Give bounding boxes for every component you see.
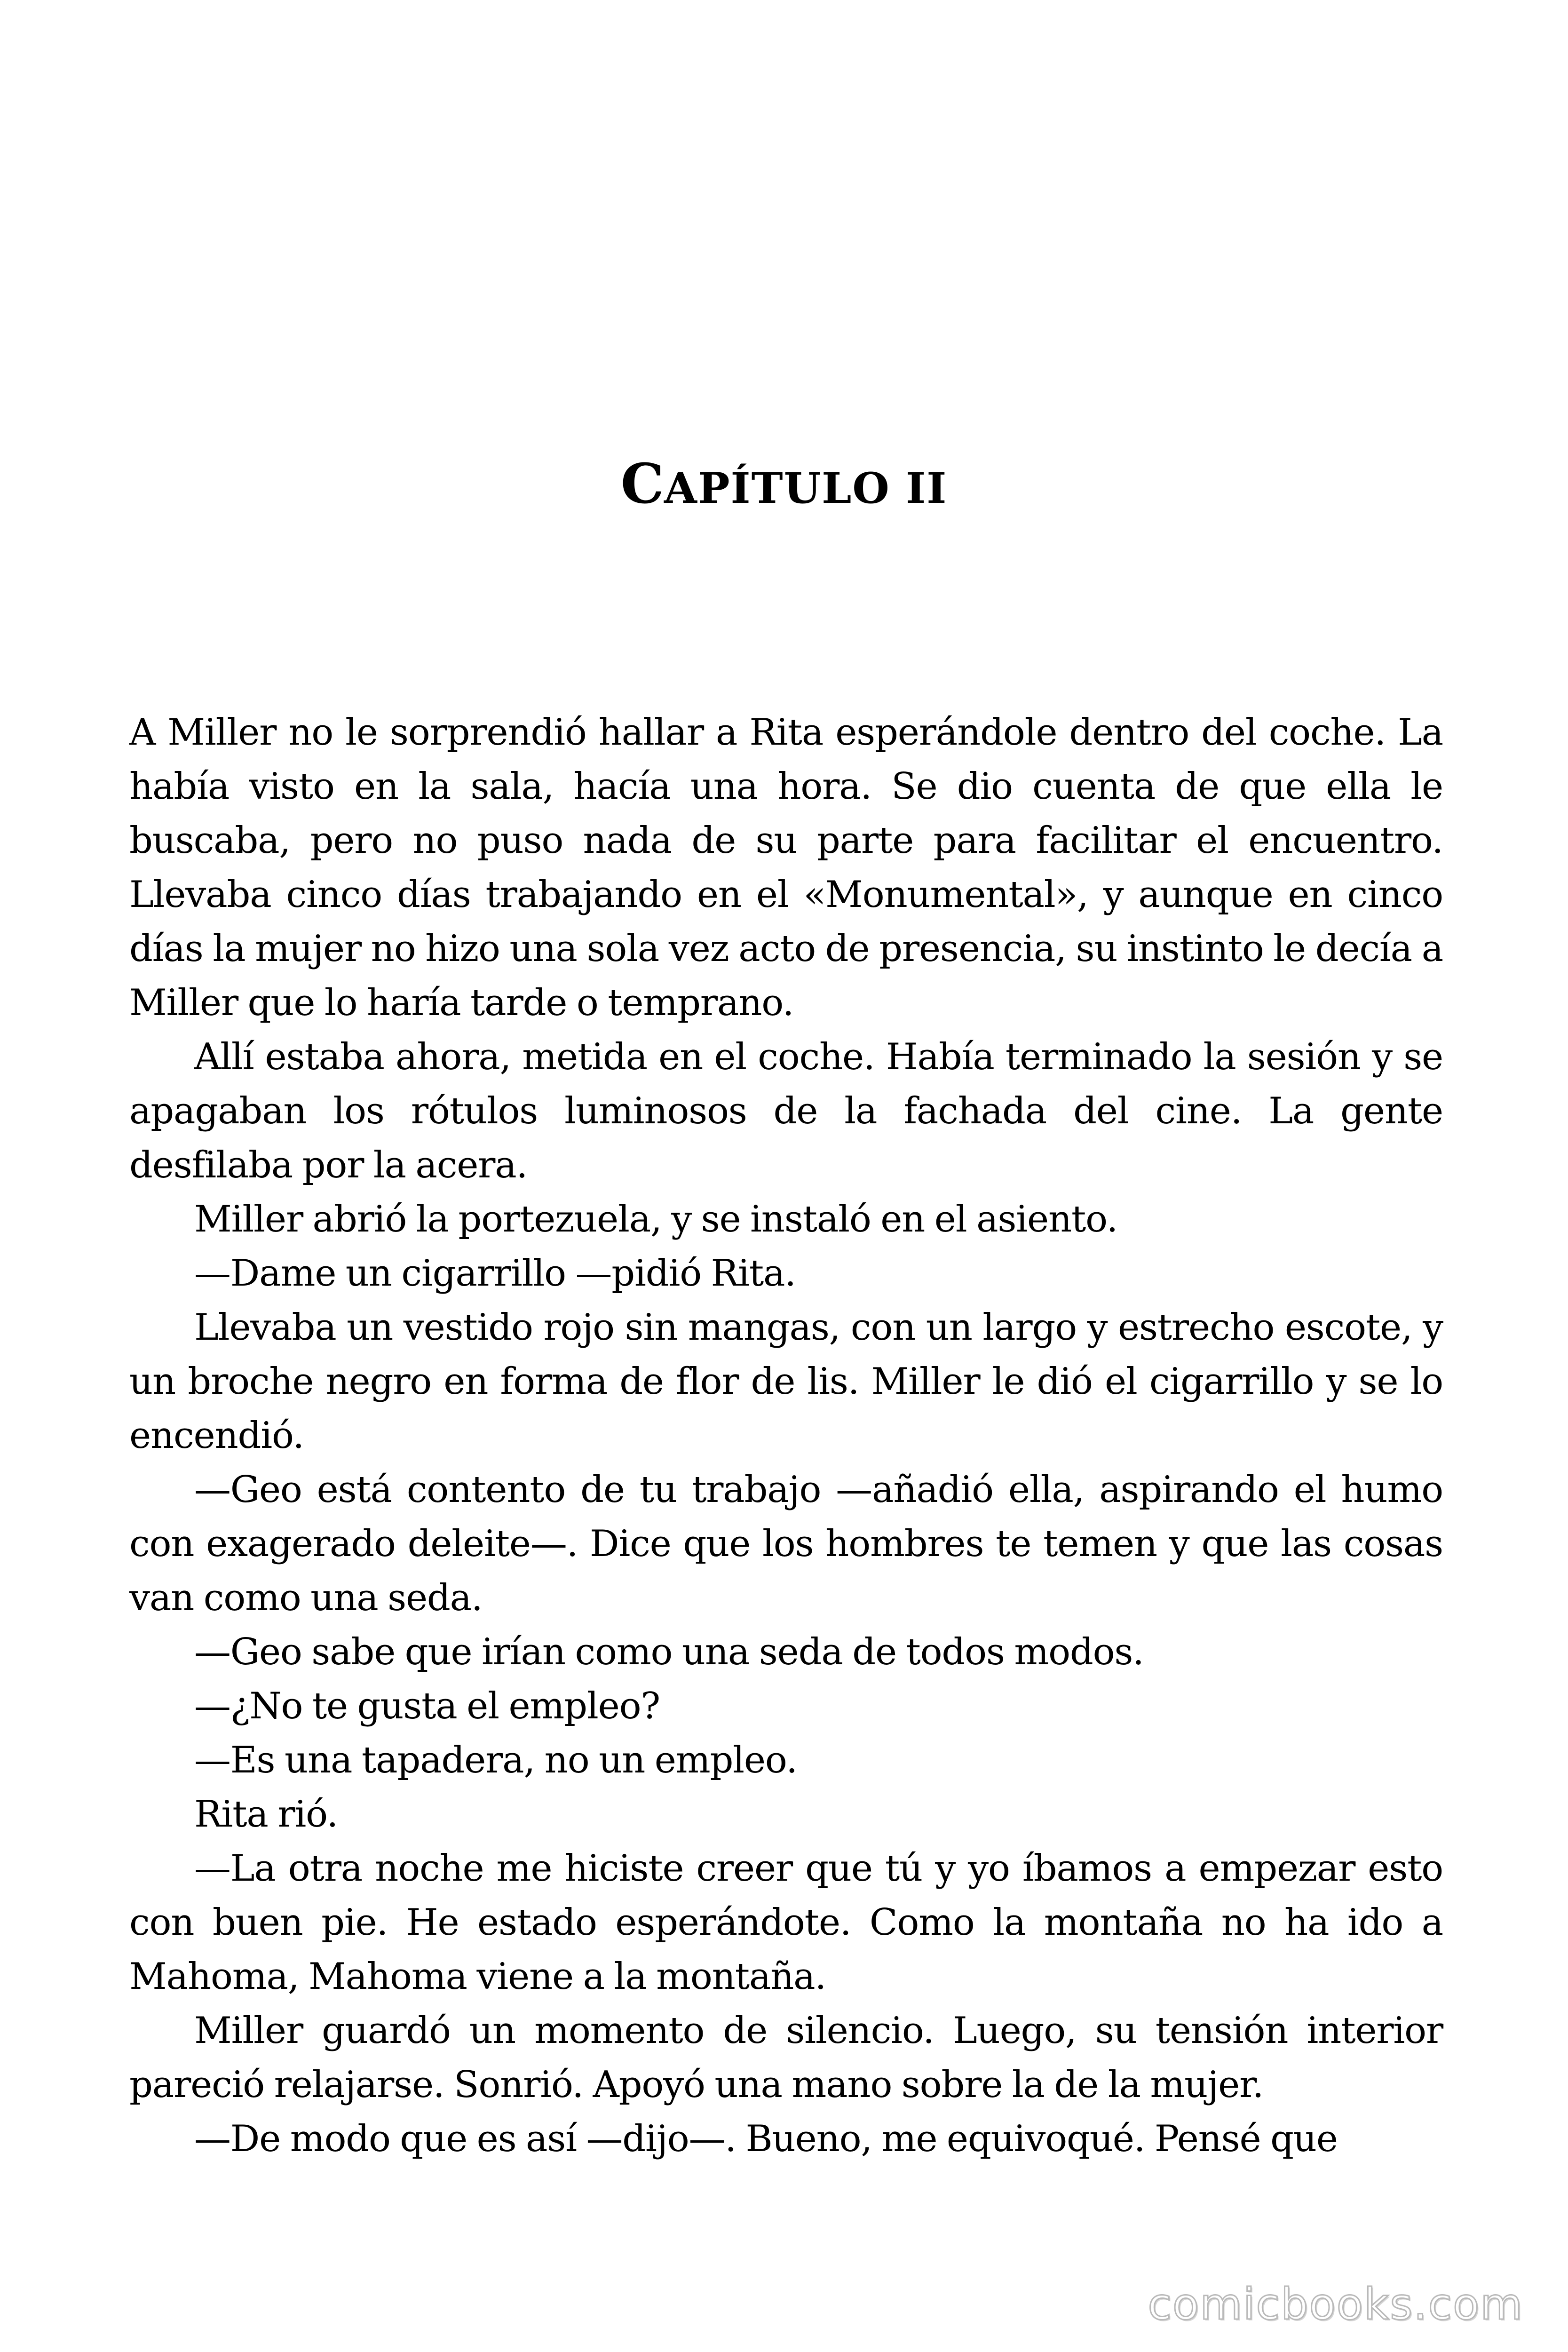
- chapter-title-initial: C: [620, 452, 665, 516]
- chapter-title-rest: APÍTULO II: [664, 463, 948, 513]
- paragraph: —La otra noche me hiciste creer que tú y yo íbamos a empezar esto con buen pie. He estado esperándote. Como la montaña no ha ido a Mahoma, Mahoma viene a la montaña.: [129, 1847, 1443, 1998]
- paragraph: Rita rió.: [194, 1793, 338, 1836]
- paragraph: —Geo está contento de tu trabajo —añadió ella, aspirando el humo con exagerado deleite—. Dice que los hombres te temen y que las cosas van como una seda.: [129, 1469, 1443, 1619]
- paragraph: A Miller no le sorprendió hallar a Rita esperándole dentro del coche. La había visto en la sala, hacía una hora. Se dio cuenta de que ella le buscaba, pero no puso nada de su parte para facilitar el encuentro. Llevaba cinco días trabajando en el «Monumental», y aunque en cinco días la mujer no hizo una sola vez acto de presencia, su instinto le decía a Miller que lo haría tarde o temprano.: [129, 711, 1443, 1024]
- paragraph: Allí estaba ahora, metida en el coche. Había terminado la sesión y se apagaban los rótulos luminosos de la fachada del cine. La gente desfilaba por la acera.: [129, 1036, 1443, 1186]
- watermark: comicbooks.com: [1148, 2279, 1523, 2329]
- paragraph: Miller guardó un momento de silencio. Luego, su tensión interior pareció relajarse. Sonrió. Apoyó una mano sobre la de la mujer.: [129, 2010, 1443, 2106]
- paragraph: —Geo sabe que irían como una seda de todos modos.: [194, 1631, 1144, 1673]
- paragraph: —Es una tapadera, no un empleo.: [194, 1739, 797, 1781]
- paragraph: —Dame un cigarrillo —pidió Rita.: [194, 1252, 796, 1295]
- paragraph: —¿No te gusta el empleo?: [194, 1685, 660, 1727]
- paragraph: Miller abrió la portezuela, y se instaló en el asiento.: [194, 1198, 1118, 1240]
- chapter-title: [0, 452, 1568, 517]
- body-text: [129, 706, 1443, 2166]
- paragraph: —De modo que es así —dijo—. Bueno, me equivoqué. Pensé que: [194, 2118, 1338, 2160]
- paragraph: Llevaba un vestido rojo sin mangas, con un largo y estrecho escote, y un broche negro en forma de flor de lis. Miller le dió el cigarrillo y se lo encendió.: [129, 1306, 1443, 1457]
